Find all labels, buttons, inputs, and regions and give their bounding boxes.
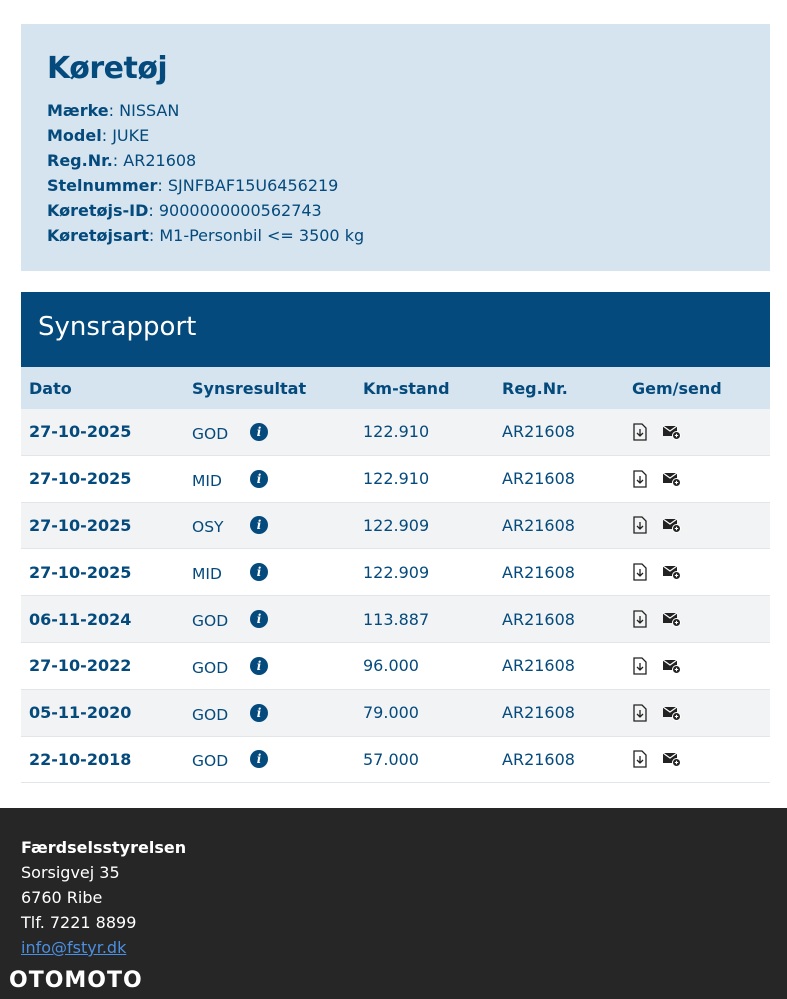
send-mail-icon[interactable] [662, 658, 681, 674]
footer-address: Sorsigvej 35 [21, 863, 120, 882]
table-row [21, 456, 770, 503]
row-result: GOD [192, 752, 229, 771]
vehicle-field-value: NISSAN [119, 101, 180, 120]
download-pdf-icon[interactable] [632, 423, 648, 441]
vehicle-field-value: M1-Personbil <= 3500 kg [159, 226, 365, 245]
footer-org: Færdselsstyrelsen [21, 838, 187, 857]
table-header [21, 367, 770, 409]
table-row [21, 503, 770, 550]
table-row [21, 690, 770, 737]
download-pdf-icon[interactable] [632, 563, 648, 581]
send-mail-icon[interactable] [662, 611, 681, 627]
row-result: MID [192, 565, 222, 584]
row-result: OSY [192, 518, 224, 537]
otomoto-watermark: OTOMOTO [9, 968, 143, 993]
vehicle-field [47, 148, 744, 173]
table-row [21, 596, 770, 643]
download-pdf-icon[interactable] [632, 750, 648, 768]
table-row [21, 409, 770, 456]
row-km: 122.909 [363, 515, 430, 535]
footer-phone: Tlf. 7221 8899 [21, 913, 137, 932]
row-date: 27-10-2025 [29, 422, 132, 442]
row-km: 122.910 [363, 469, 430, 489]
download-pdf-icon[interactable] [632, 516, 648, 534]
info-icon[interactable]: i [250, 704, 268, 722]
info-icon[interactable]: i [250, 657, 268, 675]
info-icon[interactable]: i [250, 610, 268, 628]
row-date: 27-10-2025 [29, 469, 132, 489]
row-reg: AR21608 [502, 469, 575, 489]
field-separator: : [148, 226, 160, 245]
field-separator: : [101, 126, 113, 145]
report-header: Synsrapport [21, 292, 770, 367]
table-row [21, 549, 770, 596]
vehicle-field-value: SJNFBAF15U6456219 [167, 176, 339, 195]
info-icon[interactable]: i [250, 470, 268, 488]
info-icon[interactable]: i [250, 516, 268, 534]
footer [0, 808, 787, 999]
row-km: 113.887 [363, 609, 430, 629]
send-mail-icon[interactable] [662, 471, 681, 487]
field-separator: : [108, 101, 120, 120]
row-km: 57.000 [363, 749, 419, 769]
row-km: 79.000 [363, 703, 419, 723]
inspection-table [21, 367, 770, 783]
download-pdf-icon[interactable] [632, 610, 648, 628]
info-icon[interactable]: i [250, 750, 268, 768]
row-result: MID [192, 471, 222, 490]
row-date: 27-10-2025 [29, 515, 132, 535]
vehicle-field [47, 98, 744, 123]
download-pdf-icon[interactable] [632, 657, 648, 675]
download-pdf-icon[interactable] [632, 704, 648, 722]
column-header-result: Synsresultat [192, 378, 307, 398]
field-separator: : [157, 176, 168, 195]
row-result: GOD [192, 424, 229, 443]
download-pdf-icon[interactable] [632, 470, 648, 488]
vehicle-field-label: Stelnummer [47, 176, 158, 195]
vehicle-field-label: Model [47, 126, 102, 145]
vehicle-field [47, 223, 744, 248]
vehicle-field-label: Køretøjs-ID [47, 201, 149, 220]
row-result: GOD [192, 612, 229, 631]
send-mail-icon[interactable] [662, 517, 681, 533]
row-reg: AR21608 [502, 562, 575, 582]
row-reg: AR21608 [502, 422, 575, 442]
row-km: 122.910 [363, 422, 430, 442]
vehicle-field-label: Reg.Nr. [47, 151, 113, 170]
column-header-reg: Reg.Nr. [502, 378, 568, 398]
info-icon[interactable]: i [250, 563, 268, 581]
table-body [21, 409, 770, 783]
vehicle-fields [47, 98, 744, 248]
row-date: 22-10-2018 [29, 749, 132, 769]
send-mail-icon[interactable] [662, 751, 681, 767]
vehicle-field [47, 173, 744, 198]
vehicle-field-label: Mærke [47, 101, 109, 120]
send-mail-icon[interactable] [662, 424, 681, 440]
row-km: 96.000 [363, 656, 419, 676]
row-date: 27-10-2025 [29, 562, 132, 582]
send-mail-icon[interactable] [662, 564, 681, 580]
vehicle-field-label: Køretøjsart [47, 226, 149, 245]
row-result: GOD [192, 705, 229, 724]
table-row [21, 737, 770, 784]
field-separator: : [148, 201, 159, 220]
row-date: 27-10-2022 [29, 656, 132, 676]
row-reg: AR21608 [502, 749, 575, 769]
footer-city: 6760 Ribe [21, 888, 103, 907]
field-separator: : [112, 151, 124, 170]
info-icon[interactable]: i [250, 423, 268, 441]
send-mail-icon[interactable] [662, 705, 681, 721]
row-date: 05-11-2020 [29, 703, 132, 723]
vehicle-field-value: AR21608 [123, 151, 197, 170]
row-result: GOD [192, 658, 229, 677]
column-header-km: Km-stand [363, 378, 450, 398]
vehicle-card [21, 24, 770, 271]
column-header-save-send: Gem/send [632, 378, 722, 398]
row-km: 122.909 [363, 562, 430, 582]
vehicle-field-value: 9000000000562743 [158, 201, 322, 220]
row-reg: AR21608 [502, 609, 575, 629]
vehicle-title: Køretøj [47, 51, 168, 86]
footer-email-link[interactable]: info@fstyr.dk [21, 938, 127, 957]
vehicle-field [47, 198, 744, 223]
column-header-date: Dato [29, 378, 72, 398]
row-date: 06-11-2024 [29, 609, 132, 629]
vehicle-field [47, 123, 744, 148]
table-row [21, 643, 770, 690]
row-reg: AR21608 [502, 656, 575, 676]
row-reg: AR21608 [502, 703, 575, 723]
row-reg: AR21608 [502, 515, 575, 535]
vehicle-field-value: JUKE [112, 126, 150, 145]
